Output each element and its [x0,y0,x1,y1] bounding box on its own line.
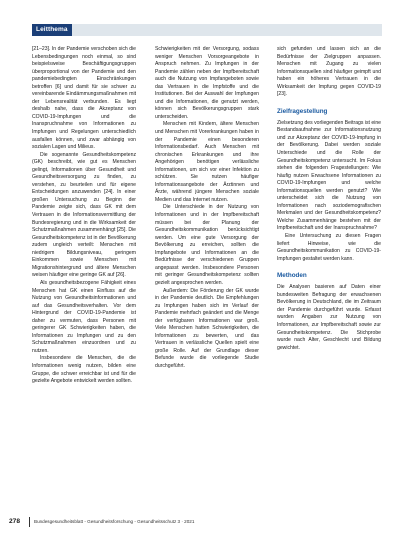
paragraph: Menschen mit Kindern, ältere Menschen und Menschen mit Vorerkrankungen haben in der Pandemie einen besonderen Informationsbedarf. Auch Menschen mit chronischen Erkrankungen und ihre Angehörigen benötigen verlässliche Informationen, um sich vor einer Infektion zu schützen. Sie nutzen häufiger Informationsangebote der Ärztinnen und Ärzte, während jüngere Menschen soziale Medien und das Internet nutzen. [155,121,259,203]
section-header-bar [32,24,382,36]
paragraph: Außerdem: Die Förderung der GK wurde in der Pandemie deutlich. Die Empfehlungen zu Impfungen haben sich im Verlauf der Pandemie mehrfach geändert und die Menge der verfügbaren Informationen war groß. Viele Menschen hatten Schwierigkeiten, die Informationen zu bewerten, und das Vertrauen in verlässliche Quellen spielt eine große Rolle. Auf der Grundlage dieser Befunde wurde die vorliegende Studie durchgeführt. [155,287,259,369]
paragraph: Die sogenannte Gesundheitskompetenz (GK) beschreibt, wie gut es Menschen gelingt, Informationen über Gesundheit und Gesundheitsversorgung zu finden, zu verstehen, zu beurteilen und für eigene Entscheidungen anzuwenden [24]. In einer großen Untersuchung zu Beginn der Pandemie zeigte sich, dass GK mit dem Vertrauen in die Informationsvermittlung der Bundesregierung und in die Wirksamkeit der Schutzmaßnahmen zusammenhängt [25]. Die Gesundheitskompetenz ist in der Bevölkerung zudem ungleich verteilt: Menschen mit niedrigem Bildungsniveau, geringem Einkommen sowie Menschen mit Migrationshintergrund und ältere Menschen weisen häufiger eine geringe GK auf [26]. [32,151,136,279]
paragraph: Die Analysen basieren auf Daten einer bundesweiten Befragung der erwachsenen Bevölkerung in Deutschland, die im Zeitraum der Pandemie durchgeführt wurde. Erfasst wurden Angaben zur Nutzung von Informationen, zur Impfbereitschaft sowie zur Gesundheitskompetenz. Die Stichprobe wurde nach Alter, Geschlecht und Bildung gewichtet. [277,284,381,351]
paragraph: Insbesondere die Menschen, die die Informationen wenig nutzen, bilden eine Gruppe, die schwer erreichbar ist und für die gezielte Angebote entwickelt werden sollten. [32,355,136,385]
paragraph: Eine Untersuchung zu diesen Fragen liefert Hinweise, wie die Gesundheitskommunikation zu COVID-19-Impfungen gestaltet werden kann. [277,233,381,262]
paragraph: Schwierigkeiten mit der Versorgung, sodass weniger Menschen Vorsorgeangebote in Anspruch nehmen. Zu Impfungen in der Pandemie zählen neben der Impfbereitschaft auch die Nutzung von Impfangeboten sowie das Vertrauen in die Impfstoffe und die Institutionen. Bei der Auswahl der Impfungen und die Informationen, die genutzt werden, können sich Bevölkerungsgruppen stark unterscheiden. [155,46,259,120]
paragraph: sich gefunden und lassen sich an die Bedürfnisse der Zielgruppen anpassen. Menschen mit Zugang zu vielen Informationsquellen sind häufiger geimpft und haben ein höheres Vertrauen in die Wirksamkeit der Impfung gegen COVID-19 [23]. [277,46,381,98]
section-heading-zielfragestellung: Zielfragestellung [277,107,328,115]
paragraph: Als gesundheitsbezogene Fähigkeit eines Menschen hat GK einen Einfluss auf die Nutzung von Gesundheitsinformationen und auf das Gesundheitsverhalten. Vor dem Hintergrund der COVID-19-Pandemie ist daher zu vermuten, dass Personen mit geringerer GK Schwierigkeiten haben, die Informationen zu Impfungen und zu den Schutzmaßnahmen einzuordnen und zu nutzen. [32,279,136,354]
section-label: Leitthema [32,24,72,36]
text-column-2 [155,46,259,498]
footer-divider [29,517,30,527]
text-column-1 [32,46,136,498]
paragraph: [21–23]. In der Pandemie verschoben sich die Lebensbedingungen noch einmal, so sind beispielsweise Beschäftigungsgruppen überproportional von der Pandemie und den pandemiebedingten Einschränkungen betroffen [6] und damit für sie schwer zu vereinbarende Eindämmungsmaßnahmen mit der Lebensrealität verbunden. Es liegt deshalb nahe, dass die Akzeptanz von COVID-19-Impfungen und die Inanspruchnahme von Informationen zu Impfungen und Regelungen unterschiedlich ausfallen können, und zwar abhängig von sozialen Lagen und Milieus. [32,46,136,151]
paragraph: Zielsetzung des vorliegenden Beitrags ist eine Bestandsaufnahme zur Informationsnutzung und zur Akzeptanz der COVID-19-Impfung in der Bevölkerung. Dabei werden soziale Unterschiede und die Rolle der Gesundheitskompetenz untersucht. Im Fokus stehen die folgenden Fragestellungen: Wie häufig nutzen Erwachsene Informationen zu COVID-19-Impfungen und welche Informationsquellen werden genutzt? Wie unterscheidet sich die Nutzung von Informationen nach soziodemografischen Merkmalen und der Gesundheitskompetenz? Welche Zusammenhänge bestehen mit der Impfbereitschaft und der Inanspruchnahme? [277,119,381,232]
text-column-3 [277,46,381,498]
paragraph: Die Unterschiede in der Nutzung von Informationen und in der Impfbereitschaft müssen bei der Planung der Gesundheitskommunikation berücksichtigt werden. Um eine gute Versorgung der Bevölkerung zu erreichen, sollten die Impfangebote und Informationen an die Bedürfnisse der verschiedenen Gruppen angepasst werden. Insbesondere Personen mit geringer Gesundheitskompetenz sollten gezielt angesprochen werden. [155,204,259,286]
section-heading-methoden: Methoden [277,272,307,280]
page-number: 278 [9,518,21,525]
journal-name: Bundesgesundheitsblatt - Gesundheitsforschung - Gesundheitsschutz 3 · 2021 [34,519,195,524]
